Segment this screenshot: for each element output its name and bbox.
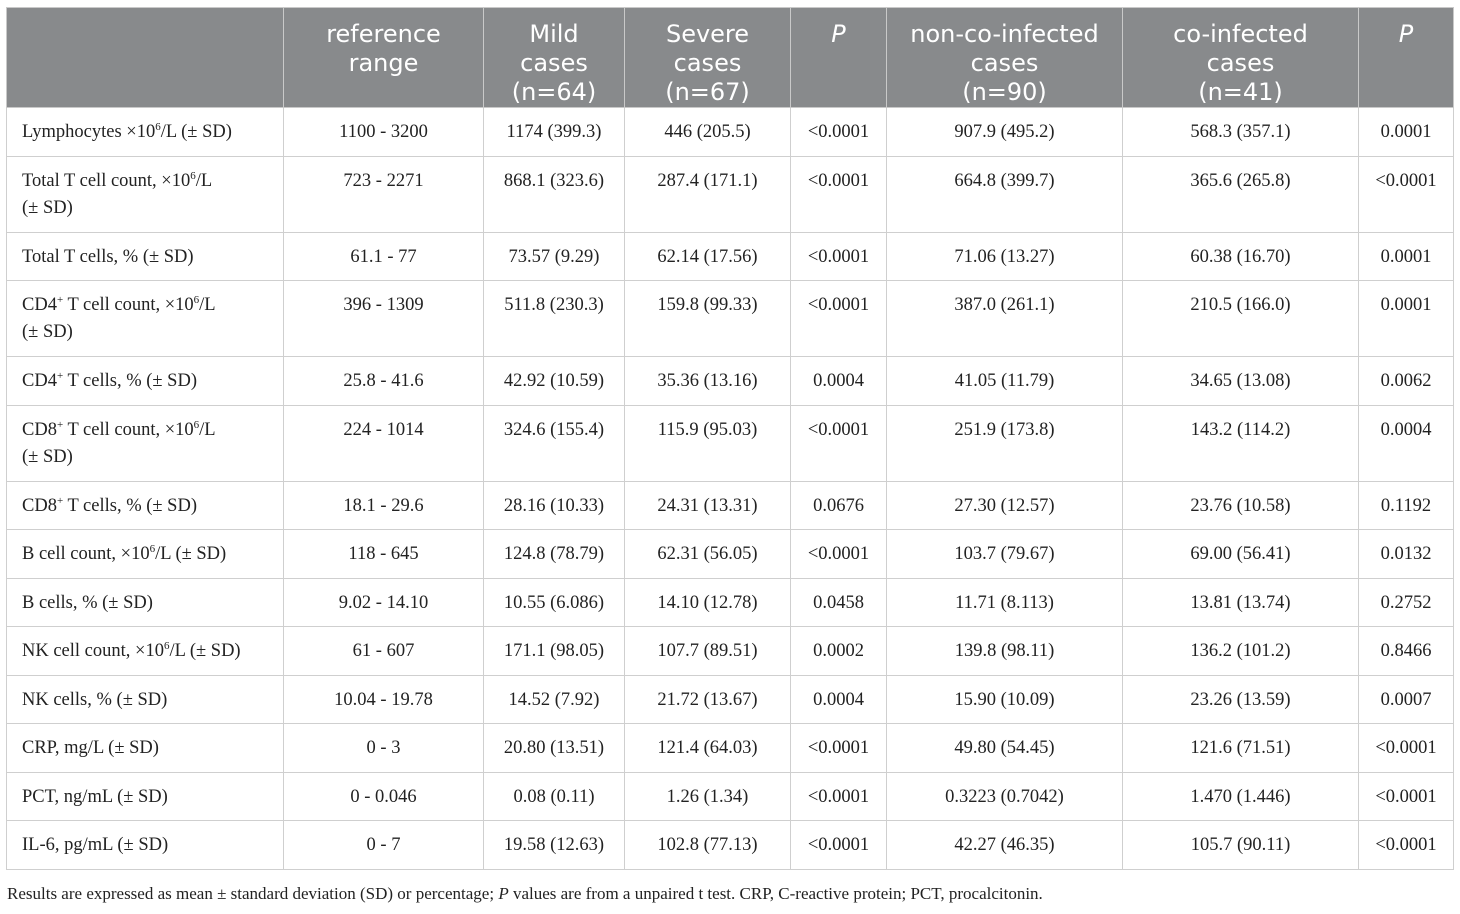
table-cell: 0.0676	[791, 481, 887, 530]
row-label-pre: CRP, mg/L (± SD)	[22, 738, 159, 758]
table-cell: 0.0004	[791, 675, 887, 724]
column-header-line: co-infected	[1173, 20, 1308, 48]
table-cell: 171.1 (98.05)	[484, 627, 625, 676]
row-label-pre: NK cells, % (± SD)	[22, 689, 168, 710]
table-row	[7, 772, 1454, 821]
table-footnote	[7, 884, 1043, 904]
row-label-sup: +	[56, 418, 64, 431]
row-label-post: /L (± SD)	[169, 641, 241, 661]
table-cell: 34.65 (13.08)	[1123, 357, 1359, 406]
table-cell: 0 - 0.046	[284, 772, 484, 821]
row-label-pre: IL-6, pg/mL (± SD)	[22, 835, 169, 855]
row-label	[7, 821, 284, 870]
row-label-line2: (± SD)	[22, 322, 73, 342]
table-cell: 21.72 (13.67)	[625, 675, 791, 724]
table-cell: 69.00 (56.41)	[1123, 530, 1359, 579]
table-row	[7, 281, 1454, 357]
table-cell: 14.10 (12.78)	[625, 578, 791, 627]
column-header-6	[1123, 8, 1359, 108]
row-label	[7, 281, 284, 357]
row-label	[7, 772, 284, 821]
table-cell: 159.8 (99.33)	[625, 281, 791, 357]
row-label	[7, 724, 284, 773]
table-cell: 23.76 (10.58)	[1123, 481, 1359, 530]
row-label	[7, 232, 284, 281]
row-label	[7, 156, 284, 232]
table-cell: 73.57 (9.29)	[484, 232, 625, 281]
table-cell: 568.3 (357.1)	[1123, 108, 1359, 157]
table-cell: 107.7 (89.51)	[625, 627, 791, 676]
table-row	[7, 156, 1454, 232]
row-label-line2: (± SD)	[22, 446, 73, 467]
table-cell: 387.0 (261.1)	[887, 281, 1123, 357]
table-cell: <0.0001	[791, 530, 887, 579]
table-row	[7, 675, 1454, 724]
table-cell: <0.0001	[1359, 821, 1454, 870]
table-cell: 287.4 (171.1)	[625, 156, 791, 232]
row-label-sup: +	[56, 370, 64, 382]
table-cell: 446 (205.5)	[625, 108, 791, 157]
table-cell: 35.36 (13.16)	[625, 357, 791, 406]
table-cell: 0.0004	[1359, 405, 1454, 481]
table-cell: 1.470 (1.446)	[1123, 772, 1359, 821]
table-cell: 324.6 (155.4)	[484, 405, 625, 481]
column-header-line: P	[831, 20, 846, 48]
row-label-line2: (± SD)	[22, 197, 73, 218]
row-label-post: /L (± SD)	[160, 122, 232, 142]
table-cell: <0.0001	[791, 724, 887, 773]
table-row	[7, 405, 1454, 481]
table-cell: 868.1 (323.6)	[484, 156, 625, 232]
table-cell: <0.0001	[791, 772, 887, 821]
table-cell: 105.7 (90.11)	[1123, 821, 1359, 870]
row-label-post: T cell count, ×10	[63, 295, 194, 315]
table-cell: 115.9 (95.03)	[625, 405, 791, 481]
table-cell: 11.71 (8.113)	[887, 578, 1123, 627]
table-cell: <0.0001	[1359, 724, 1454, 773]
table-cell: <0.0001	[791, 821, 887, 870]
table-row	[7, 627, 1454, 676]
table-row	[7, 357, 1454, 406]
table-cell: 61.1 - 77	[284, 232, 484, 281]
table-cell: 42.92 (10.59)	[484, 357, 625, 406]
table-cell: 0.8466	[1359, 627, 1454, 676]
table-cell: 0.0004	[791, 357, 887, 406]
row-label-pre: B cell count, ×10	[22, 544, 150, 564]
table-cell: 1174 (399.3)	[484, 108, 625, 157]
table-cell: 0.0001	[1359, 108, 1454, 157]
table-cell: 0 - 3	[284, 724, 484, 773]
table-header-row	[7, 8, 1454, 108]
column-header-5	[887, 8, 1123, 108]
row-label-sup: 6	[163, 640, 170, 652]
column-header-line: (n=90)	[962, 78, 1047, 106]
table-cell: 0.0458	[791, 578, 887, 627]
table-cell: 136.2 (101.2)	[1123, 627, 1359, 676]
table-cell: 71.06 (13.27)	[887, 232, 1123, 281]
table-cell: 0.0001	[1359, 281, 1454, 357]
table-cell: 139.8 (98.11)	[887, 627, 1123, 676]
row-label-pre: NK cell count, ×10	[22, 641, 164, 661]
table-cell: 19.58 (12.63)	[484, 821, 625, 870]
table-cell: 907.9 (495.2)	[887, 108, 1123, 157]
footnote-p-symbol: P	[498, 884, 509, 903]
row-label-post: /L	[195, 170, 213, 191]
column-header-line: cases	[970, 49, 1039, 77]
row-label	[7, 481, 284, 530]
row-label-pre: B cells, % (± SD)	[22, 592, 153, 613]
column-header-2	[484, 8, 625, 108]
table-cell: 0.0002	[791, 627, 887, 676]
table-cell: 23.26 (13.59)	[1123, 675, 1359, 724]
table-cell: 103.7 (79.67)	[887, 530, 1123, 579]
table-cell: 0.1192	[1359, 481, 1454, 530]
row-label-post: T cells, % (± SD)	[63, 371, 197, 391]
column-header-line: (n=41)	[1198, 78, 1283, 106]
row-label-sup: 6	[190, 169, 196, 182]
table-cell: 0.08 (0.11)	[484, 772, 625, 821]
table-cell: 42.27 (46.35)	[887, 821, 1123, 870]
row-label-sup: +	[56, 494, 64, 507]
column-header-line: (n=64)	[511, 78, 597, 106]
table-cell: 0.0132	[1359, 530, 1454, 579]
table-cell: 0.0062	[1359, 357, 1454, 406]
column-header-3	[625, 8, 791, 108]
table-cell: 121.4 (64.03)	[625, 724, 791, 773]
table-cell: <0.0001	[791, 405, 887, 481]
column-header-line: P	[1398, 20, 1414, 48]
row-label	[7, 578, 284, 627]
table-row	[7, 578, 1454, 627]
row-label-pre: Lymphocytes ×10	[22, 122, 156, 142]
table-cell: 14.52 (7.92)	[484, 675, 625, 724]
row-label	[7, 530, 284, 579]
table-cell: 9.02 - 14.10	[284, 578, 484, 627]
row-label	[7, 627, 284, 676]
table-cell: <0.0001	[791, 108, 887, 157]
column-header-line: Severe	[665, 20, 750, 48]
table-cell: 251.9 (173.8)	[887, 405, 1123, 481]
table-cell: 10.04 - 19.78	[284, 675, 484, 724]
table-cell: 20.80 (13.51)	[484, 724, 625, 773]
column-header-line: cases	[1206, 49, 1275, 77]
row-label-pre: CD4	[22, 371, 57, 391]
table-cell: 0.0007	[1359, 675, 1454, 724]
column-header-line: non-co-infected	[910, 20, 1099, 48]
row-label-post: /L (± SD)	[155, 544, 227, 564]
table-cell: 27.30 (12.57)	[887, 481, 1123, 530]
table-cell: <0.0001	[791, 281, 887, 357]
column-header-line: cases	[673, 49, 742, 77]
row-label-sup2: 6	[193, 294, 200, 306]
table-cell: 28.16 (10.33)	[484, 481, 625, 530]
footnote-part1: Results are expressed as mean ± standard deviation (SD) or percentage;	[7, 884, 499, 903]
results-table	[6, 7, 1454, 870]
row-label-pre: Total T cells, % (± SD)	[22, 246, 194, 267]
table-cell: <0.0001	[791, 156, 887, 232]
row-label	[7, 405, 284, 481]
footnote-part2: values are from a unpaired t test. CRP, C-reactive protein; PCT, procalcitonin.	[508, 884, 1043, 903]
table-cell: 121.6 (71.51)	[1123, 724, 1359, 773]
table-cell: 18.1 - 29.6	[284, 481, 484, 530]
table-row	[7, 232, 1454, 281]
table-cell: <0.0001	[791, 232, 887, 281]
table-cell: 396 - 1309	[284, 281, 484, 357]
table-cell: 365.6 (265.8)	[1123, 156, 1359, 232]
row-label	[7, 675, 284, 724]
table-cell: 224 - 1014	[284, 405, 484, 481]
column-header-line: reference	[326, 20, 441, 48]
row-label-sup: 6	[155, 121, 161, 133]
table-cell: 1.26 (1.34)	[625, 772, 791, 821]
table-row	[7, 481, 1454, 530]
results-table-container	[6, 7, 1453, 870]
column-header-4	[791, 8, 887, 108]
column-header-7	[1359, 8, 1454, 108]
table-cell: <0.0001	[1359, 772, 1454, 821]
table-cell: 62.14 (17.56)	[625, 232, 791, 281]
row-label-post: T cell count, ×10	[63, 419, 194, 440]
table-cell: 61 - 607	[284, 627, 484, 676]
table-cell: 41.05 (11.79)	[887, 357, 1123, 406]
table-cell: 49.80 (54.45)	[887, 724, 1123, 773]
table-row	[7, 530, 1454, 579]
column-header-line: cases	[520, 49, 588, 77]
table-cell: 124.8 (78.79)	[484, 530, 625, 579]
row-label-sup: +	[56, 294, 64, 306]
table-cell: 102.8 (77.13)	[625, 821, 791, 870]
table-cell: 664.8 (399.7)	[887, 156, 1123, 232]
row-label-post2: /L	[199, 295, 216, 315]
row-label-sup2: 6	[193, 418, 200, 431]
row-label	[7, 357, 284, 406]
column-header-1	[284, 8, 484, 108]
table-cell: <0.0001	[1359, 156, 1454, 232]
table-cell: 210.5 (166.0)	[1123, 281, 1359, 357]
table-cell: 118 - 645	[284, 530, 484, 579]
column-header-line: range	[348, 49, 419, 77]
row-label-pre: PCT, ng/mL (± SD)	[22, 786, 168, 807]
table-cell: 0 - 7	[284, 821, 484, 870]
table-cell: 25.8 - 41.6	[284, 357, 484, 406]
row-label-pre: Total T cell count, ×10	[22, 170, 191, 191]
row-label-post2: /L	[199, 419, 216, 440]
column-header-line: (n=67)	[665, 78, 750, 106]
table-cell: 0.3223 (0.7042)	[887, 772, 1123, 821]
table-row	[7, 108, 1454, 157]
row-label	[7, 108, 284, 157]
row-label-pre: CD8	[22, 419, 57, 440]
table-body	[7, 108, 1454, 870]
table-cell: 723 - 2271	[284, 156, 484, 232]
table-cell: 15.90 (10.09)	[887, 675, 1123, 724]
table-cell: 13.81 (13.74)	[1123, 578, 1359, 627]
table-cell: 10.55 (6.086)	[484, 578, 625, 627]
table-cell: 0.0001	[1359, 232, 1454, 281]
table-cell: 62.31 (56.05)	[625, 530, 791, 579]
column-header-line: Mild	[529, 20, 579, 48]
row-label-pre: CD8	[22, 495, 57, 516]
table-cell: 0.2752	[1359, 578, 1454, 627]
table-cell: 143.2 (114.2)	[1123, 405, 1359, 481]
table-cell: 511.8 (230.3)	[484, 281, 625, 357]
row-label-pre: CD4	[22, 295, 57, 315]
table-cell: 24.31 (13.31)	[625, 481, 791, 530]
table-row	[7, 724, 1454, 773]
table-row	[7, 821, 1454, 870]
column-header-0	[7, 8, 284, 108]
row-label-post: T cells, % (± SD)	[63, 495, 197, 516]
table-cell: 60.38 (16.70)	[1123, 232, 1359, 281]
row-label-sup: 6	[149, 543, 156, 555]
table-cell: 1100 - 3200	[284, 108, 484, 157]
